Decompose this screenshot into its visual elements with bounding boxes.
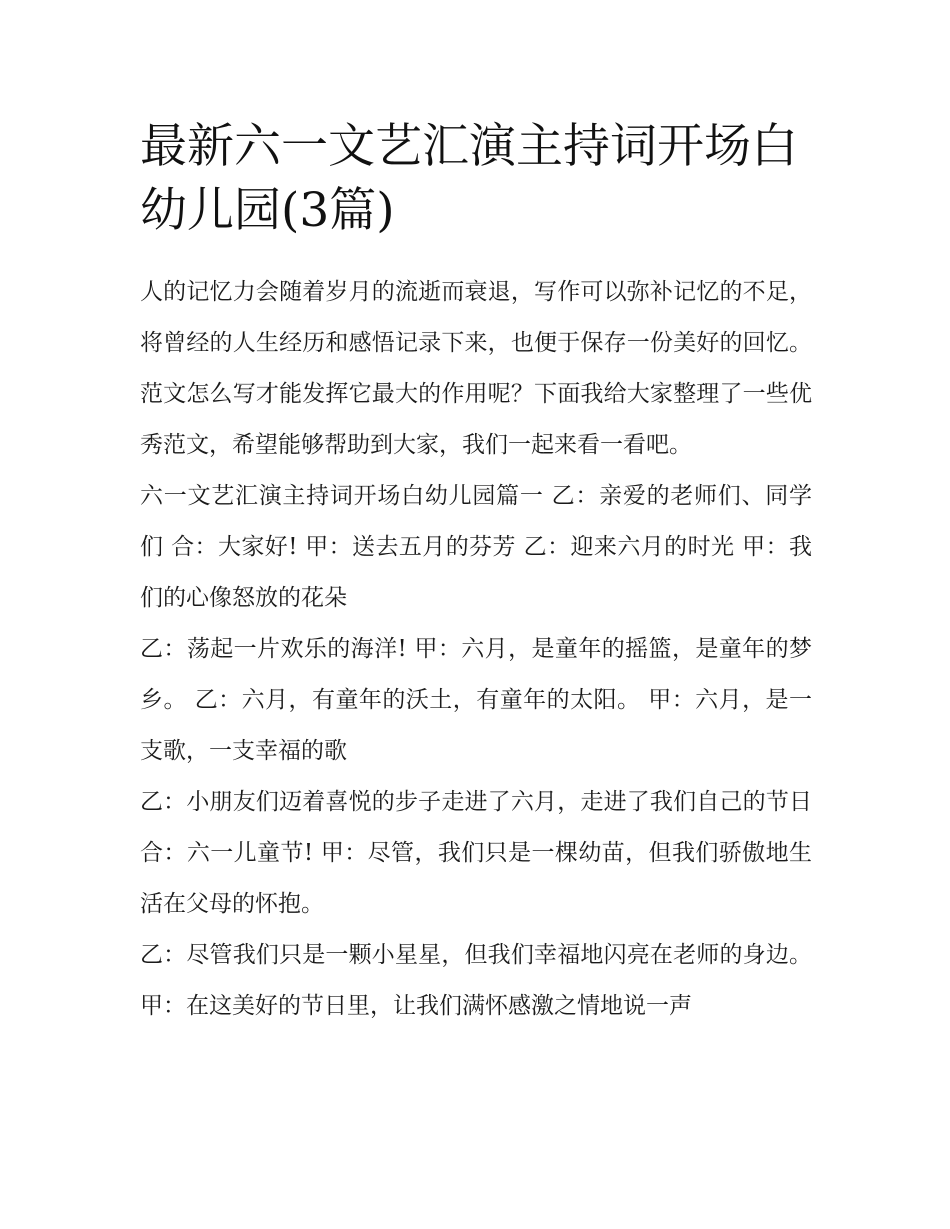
document-title: 最新六一文艺汇演主持词开场白幼儿园(3篇)	[140, 119, 798, 238]
paragraph-1: 六一文艺汇演主持词开场白幼儿园篇一 乙：亲爱的老师们、同学们 合：大家好! 甲：送去五月的芬芳 乙：迎来六月的时光 甲：我们的心像怒放的花朵	[140, 483, 812, 611]
document-body	[140, 115, 812, 1032]
paragraph-4: 乙：尽管我们只是一颗小星星，但我们幸福地闪亮在老师的身边。 甲：在这美好的节日里，让我们满怀感激之情地说一声	[140, 942, 812, 1019]
paragraph-3: 乙：小朋友们迈着喜悦的步子走进了六月，走进了我们自己的节日 合：六一儿童节! 甲：尽管，我们只是一棵幼苗，但我们骄傲地生活在父母的怀抱。	[140, 789, 812, 917]
paragraph-intro: 人的记忆力会随着岁月的流逝而衰退，写作可以弥补记忆的不足，将曾经的人生经历和感悟记录下来，也便于保存一份美好的回忆。范文怎么写才能发挥它最大的作用呢？下面我给大家整理了一些优秀范文，希望能够帮助到大家，我们一起来看一看吧。	[140, 279, 812, 458]
paragraph-2: 乙：荡起一片欢乐的海洋! 甲：六月，是童年的摇篮，是童年的梦乡。 乙：六月，有童年的沃土，有童年的太阳。 甲：六月，是一支歌，一支幸福的歌	[140, 636, 812, 764]
